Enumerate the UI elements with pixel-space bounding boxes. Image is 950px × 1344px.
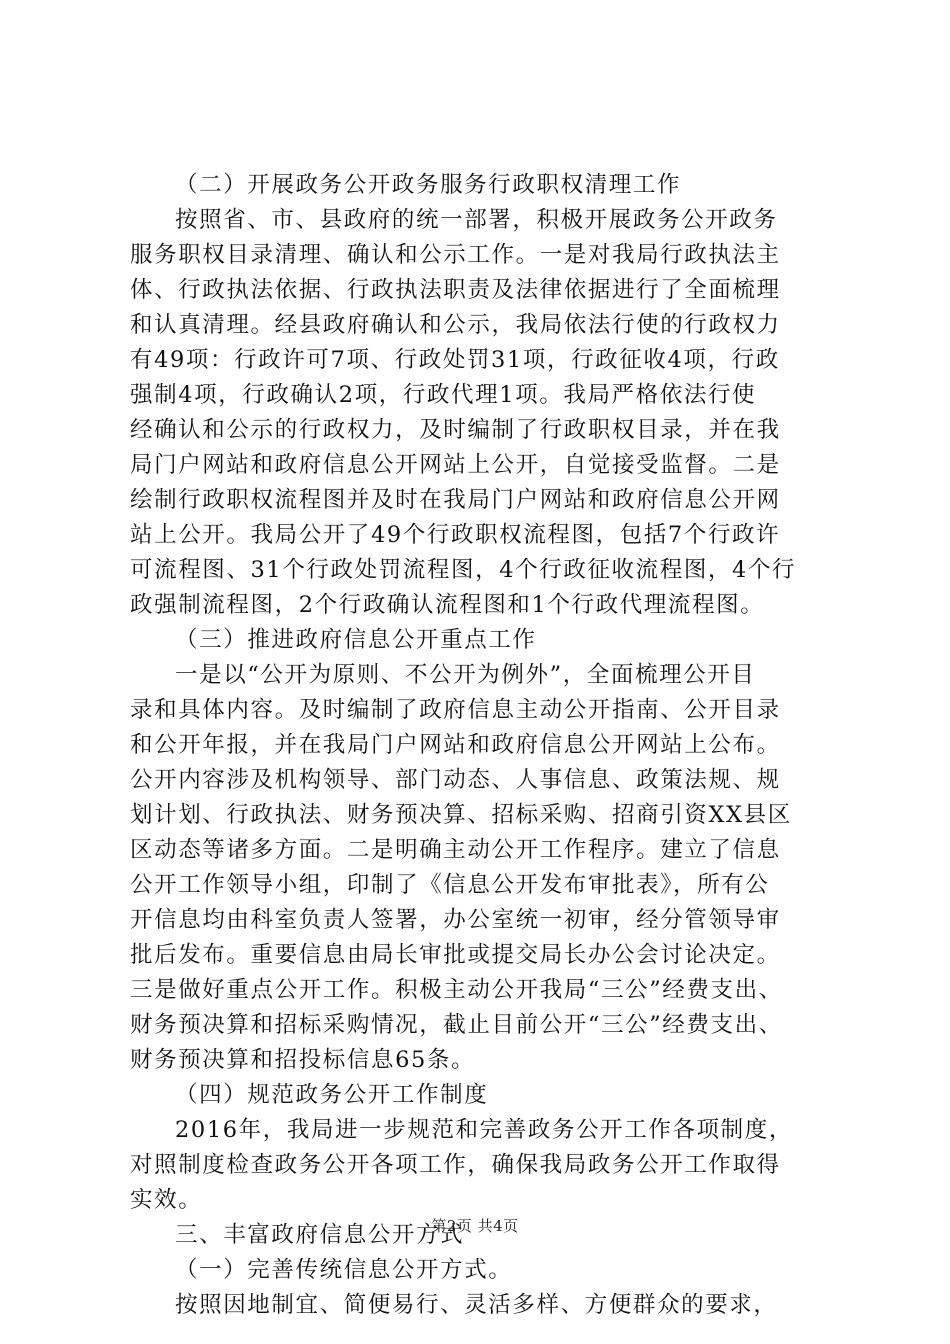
paragraph-line: 区动态等诸多方面。二是明确主动公开工作程序。建立了信息 <box>130 837 781 863</box>
paragraph-line: 财务预决算和招投标信息65条。 <box>130 1047 476 1073</box>
paragraph-line: 有49项：行政许可7项、行政处罚31项，行政征收4项，行政 <box>130 347 780 373</box>
paragraph-line: 录和具体内容。及时编制了政府信息主动公开指南、公开目录 <box>130 697 781 723</box>
paragraph-line: 公开内容涉及机构领导、部门动态、人事信息、政策法规、规 <box>130 767 781 793</box>
paragraph-line: 三是做好重点公开工作。积极主动公开我局“三公”经费支出、 <box>130 977 783 1003</box>
paragraph-line: 站上公开。我局公开了49个行政职权流程图，包括7个行政许 <box>130 522 781 548</box>
paragraph-line: 财务预决算和招标采购情况，截止目前公开“三公”经费支出、 <box>130 1012 783 1038</box>
section-heading: （一）完善传统信息公开方式。 <box>175 1257 513 1283</box>
section-heading: 三、丰富政府信息公开方式 <box>175 1222 465 1248</box>
section-heading: （三）推进政府信息公开重点工作 <box>175 627 537 653</box>
section-heading: （四）规范政务公开工作制度 <box>175 1082 489 1108</box>
paragraph-line: 按照省、市、县政府的统一部署，积极开展政务公开政务 <box>175 207 778 233</box>
paragraph-line: 批后发布。重要信息由局长审批或提交局长办公会讨论决定。 <box>130 942 781 968</box>
paragraph-line: 政强制流程图，2个行政确认流程图和1个行政代理流程图。 <box>130 592 765 618</box>
paragraph-line: 一是以“公开为原则、不公开为例外”，全面梳理公开目 <box>175 662 756 688</box>
paragraph-line: 公开工作领导小组，印制了《信息公开发布审批表》，所有公 <box>130 872 770 898</box>
paragraph-line: 强制4项，行政确认2项，行政代理1项。我局严格依法行使 <box>130 382 757 408</box>
paragraph-line: 服务职权目录清理、确认和公示工作。一是对我局行政执法主 <box>130 242 781 268</box>
paragraph-line: 可流程图、31个行政处罚流程图，4个行政征收流程图，4个行 <box>130 557 797 583</box>
paragraph-line: 2016年，我局进一步规范和完善政务公开工作各项制度， <box>175 1117 793 1143</box>
paragraph-line: 经确认和公示的行政权力，及时编制了行政职权目录，并在我 <box>130 417 781 443</box>
document-body <box>130 168 830 1323</box>
section-heading: （二）开展政务公开政务服务行政职权清理工作 <box>175 172 682 198</box>
paragraph-line: 实效。 <box>130 1187 203 1213</box>
paragraph-line: 和认真清理。经县政府确认和公示，我局依法行使的行政权力 <box>130 312 781 338</box>
paragraph-line: 体、行政执法依据、行政执法职责及法律依据进行了全面梳理 <box>130 277 781 303</box>
page-number-footer: 第2页 共4页 <box>431 1217 519 1235</box>
paragraph-line: 绘制行政职权流程图并及时在我局门户网站和政府信息公开网 <box>130 487 781 513</box>
paragraph-line: 局门户网站和政府信息公开网站上公开，自觉接受监督。二是 <box>130 452 781 478</box>
paragraph-line: 和公开年报，并在我局门户网站和政府信息公开网站上公布。 <box>130 732 781 758</box>
paragraph-line: 按照因地制宜、简便易行、灵活多样、方便群众的要求， <box>175 1292 778 1318</box>
paragraph-line: 划计划、行政执法、财务预决算、招标采购、招商引资XX县区 <box>130 802 792 828</box>
paragraph-line: 开信息均由科室负责人签署，办公室统一初审，经分管领导审 <box>130 907 781 933</box>
paragraph-line: 对照制度检查政务公开各项工作，确保我局政务公开工作取得 <box>130 1152 781 1178</box>
